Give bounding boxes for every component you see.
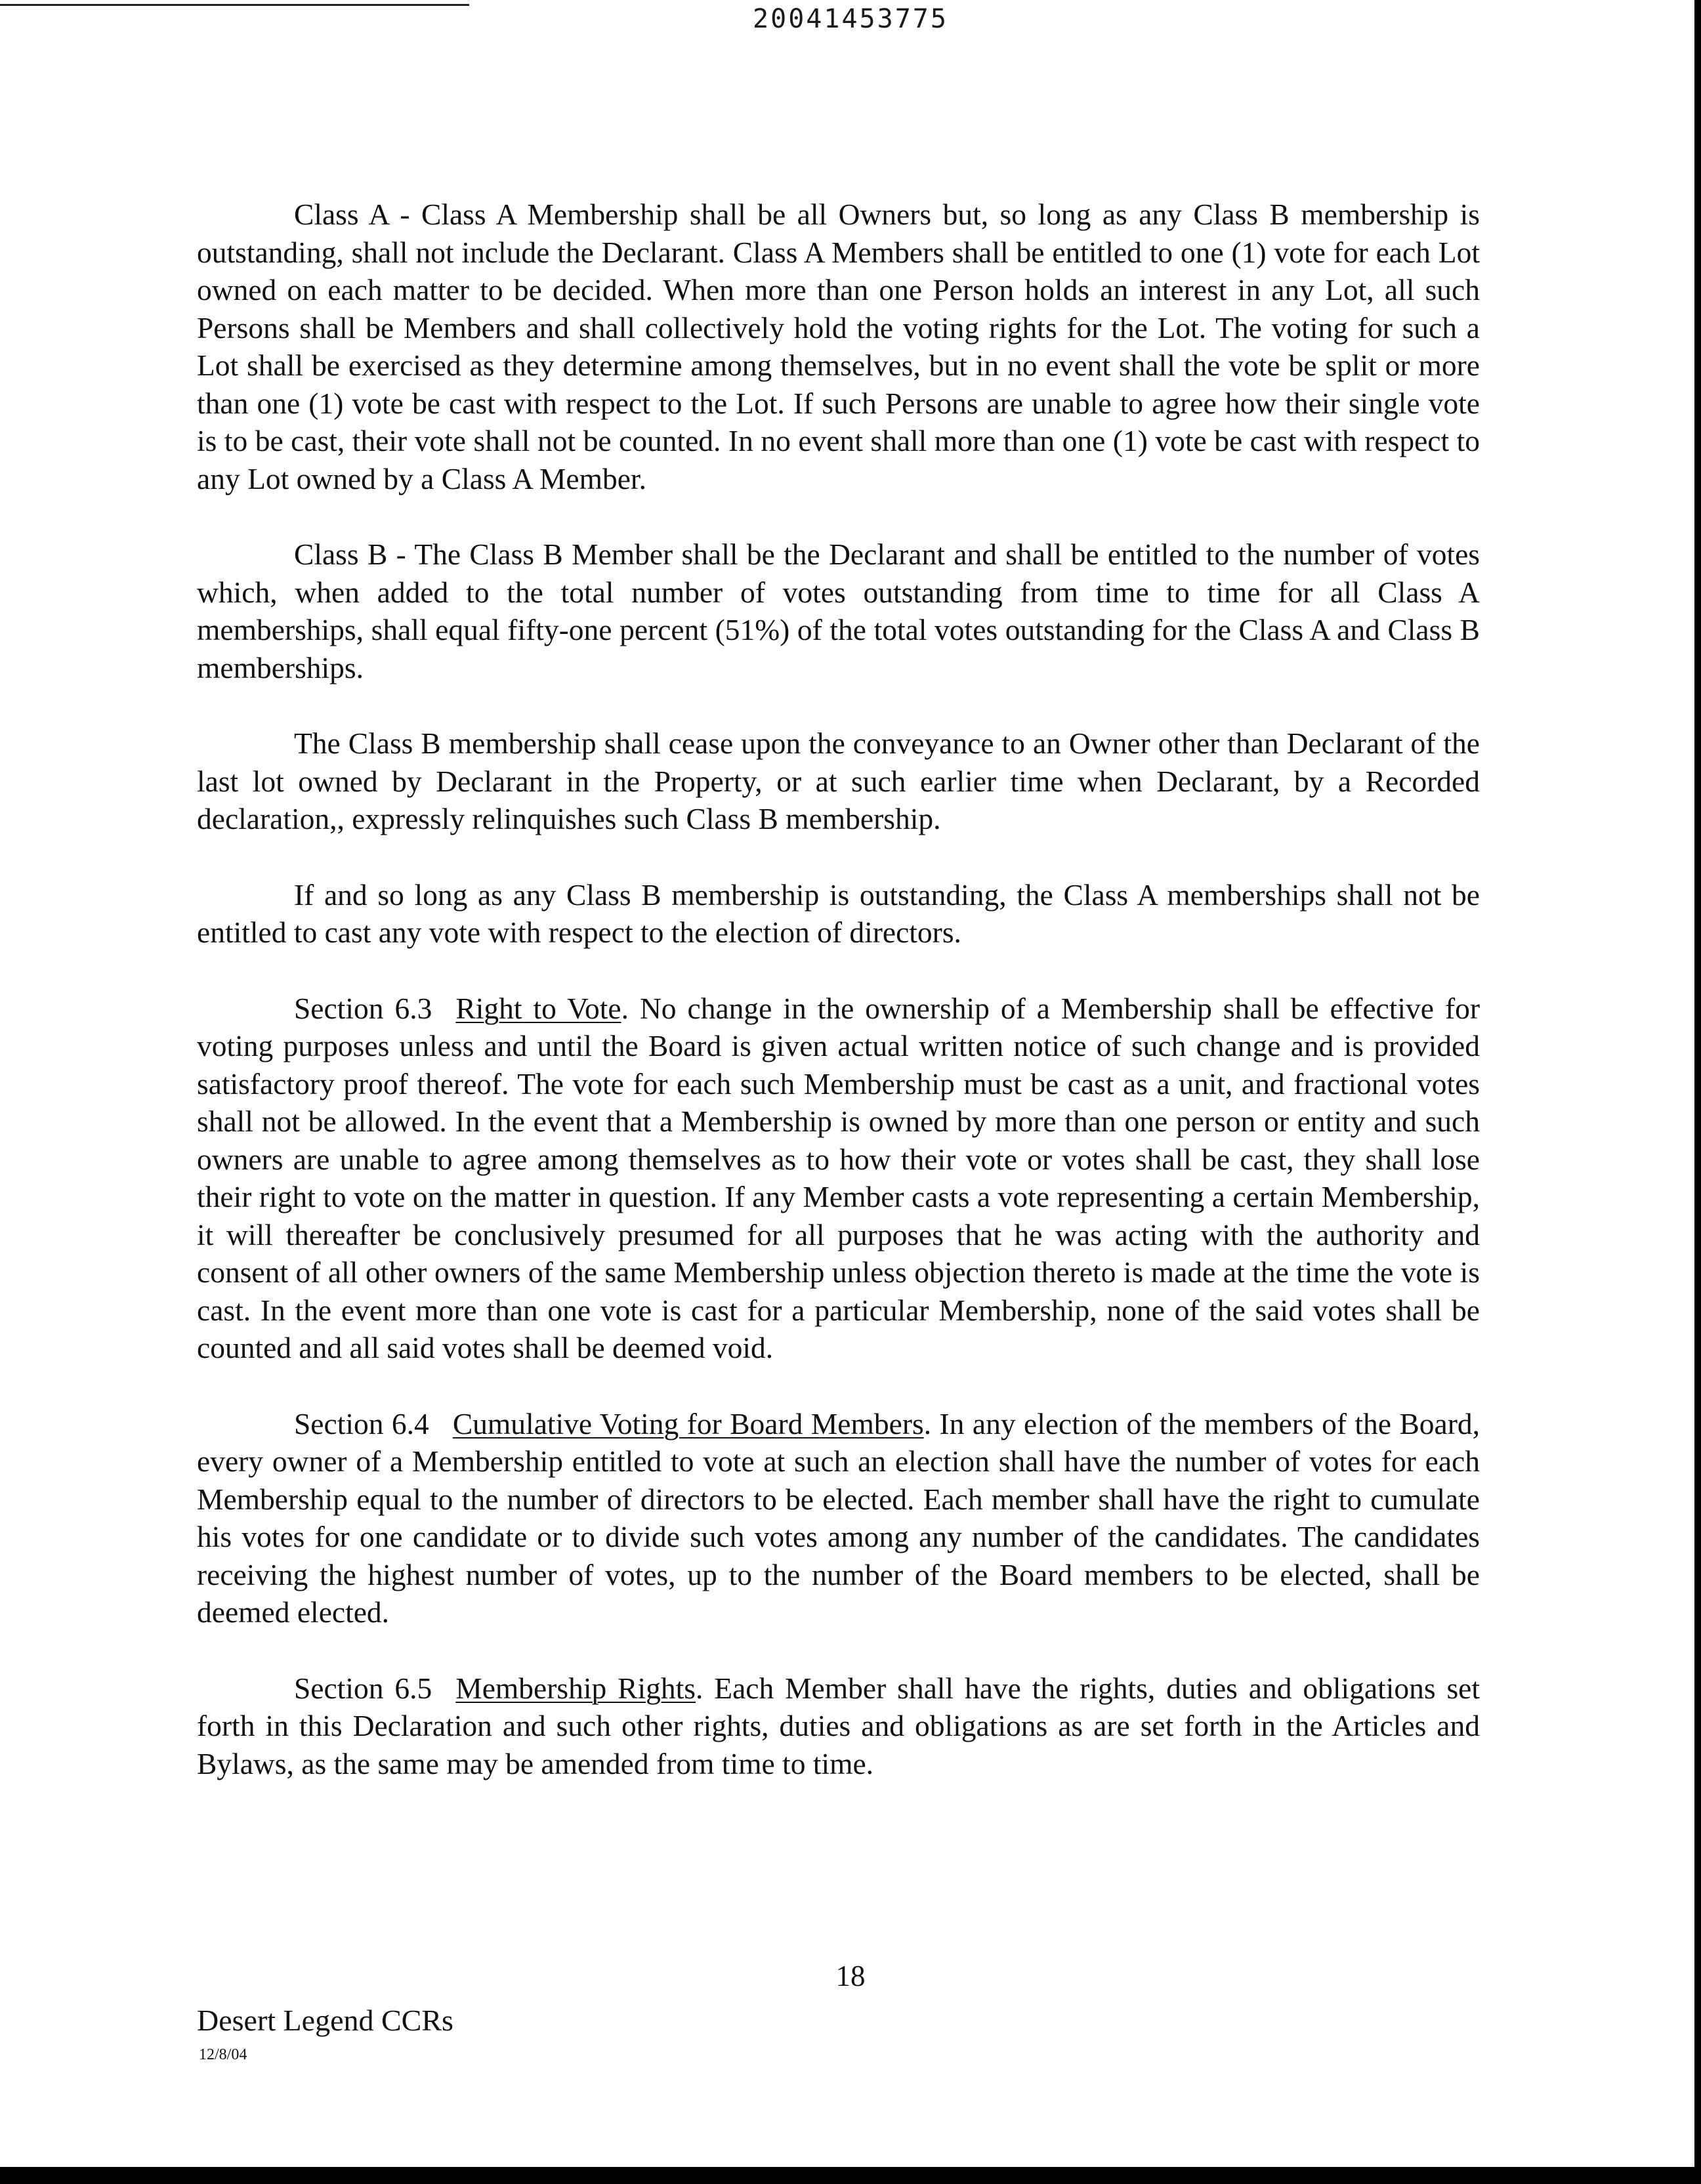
section-heading: Membership Rights [455, 1671, 696, 1705]
paragraph-class-b-cease: The Class B membership shall cease upon the conveyance to an Owner other than Declarant of the last lot owned by Declarant in the Property, or at such earlier time when Declarant, by a Recorded declaration,, expressly relinquishes such Class B membership. [197, 726, 1480, 835]
section-number: Section 6.3 [294, 991, 432, 1025]
right-scan-border [1694, 0, 1701, 2184]
section-6-3 [197, 990, 1480, 1367]
bottom-scan-border [0, 2167, 1701, 2184]
footer-title: Desert Legend CCRs [197, 2004, 453, 2037]
section-text: . No change in the ownership of a Membership shall be effective for voting purposes unless and until the Board is given actual written notice of such change and is provided satisfactory proof thereof. The vote for each such Membership must be cast as a unit, and fractional votes shall not be allowed. In the event that a Membership is owned by more than one person or entity and such owners are unable to agree among themselves as to how their vote or votes shall be cast, they shall lose their right to vote on the matter in question. If any Member casts a vote representing a certain Membership, it will thereafter be conclusively presumed for all purposes that he was acting with the authority and consent of all other owners of the same Membership unless objection thereto is made at the time the vote is cast. In the event more than one vote is cast for a particular Membership, none of the said votes shall be counted and all said votes shall be deemed void. [197, 991, 1480, 1364]
page-number: 18 [835, 1960, 866, 1992]
section-number: Section 6.5 [294, 1671, 432, 1705]
section-text: . In any election of the members of the Board, every owner of a Membership entitled to vote at such an election shall have the number of votes for each Membership equal to the number of directors to be elected. Each member shall have the right to cumulate his votes for one candidate or to divide such votes among any number of the candidates. The candidates receiving the highest number of votes, up to the number of the Board members to be elected, shall be deemed elected. [197, 1406, 1480, 1629]
section-text: . Each Member shall have the rights, duties and obligations set forth in this Declaration and such other rights, duties and obligations as are set forth in the Articles and Bylaws, as the same may be amended from time to time. [197, 1671, 1480, 1780]
paragraph-class-a: Class A - Class A Membership shall be all Owners but, so long as any Class B membership is outstanding, shall not include the Declarant. Class A Members shall be entitled to one (1) vote for each Lot owned on each matter to be decided. When more than one Person holds an interest in any Lot, all such Persons shall be Members and shall collectively hold the voting rights for the Lot. The voting for such a Lot shall be exercised as they determine among themselves, but in no event shall the vote be split or more than one (1) vote be cast with respect to the Lot. If such Persons are unable to agree how their single vote is to be cast, their vote shall not be counted. In no event shall more than one (1) vote be cast with respect to any Lot owned by a Class A Member. [197, 198, 1480, 495]
section-heading: Cumulative Voting for Board Members [452, 1406, 924, 1440]
section-number: Section 6.4 [294, 1406, 429, 1440]
footer-date: 12/8/04 [199, 2046, 247, 2063]
section-6-4 [197, 1405, 1480, 1631]
paragraph-class-b-outstanding: If and so long as any Class B membership is outstanding, the Class A memberships shall not be entitled to cast any vote with respect to the election of directors. [197, 877, 1480, 949]
document-body [197, 196, 1480, 1820]
section-6-5 [197, 1670, 1480, 1783]
section-heading: Right to Vote [455, 991, 621, 1025]
document-number: 20041453775 [753, 4, 948, 34]
paragraph-class-b: Class B - The Class B Member shall be the Declarant and shall be entitled to the number of votes which, when added to the total number of votes outstanding from time to time for all Class A memberships, shall equal fifty-one percent (51%) of the total votes outstanding for the Class A and Class B memberships. [197, 537, 1480, 684]
